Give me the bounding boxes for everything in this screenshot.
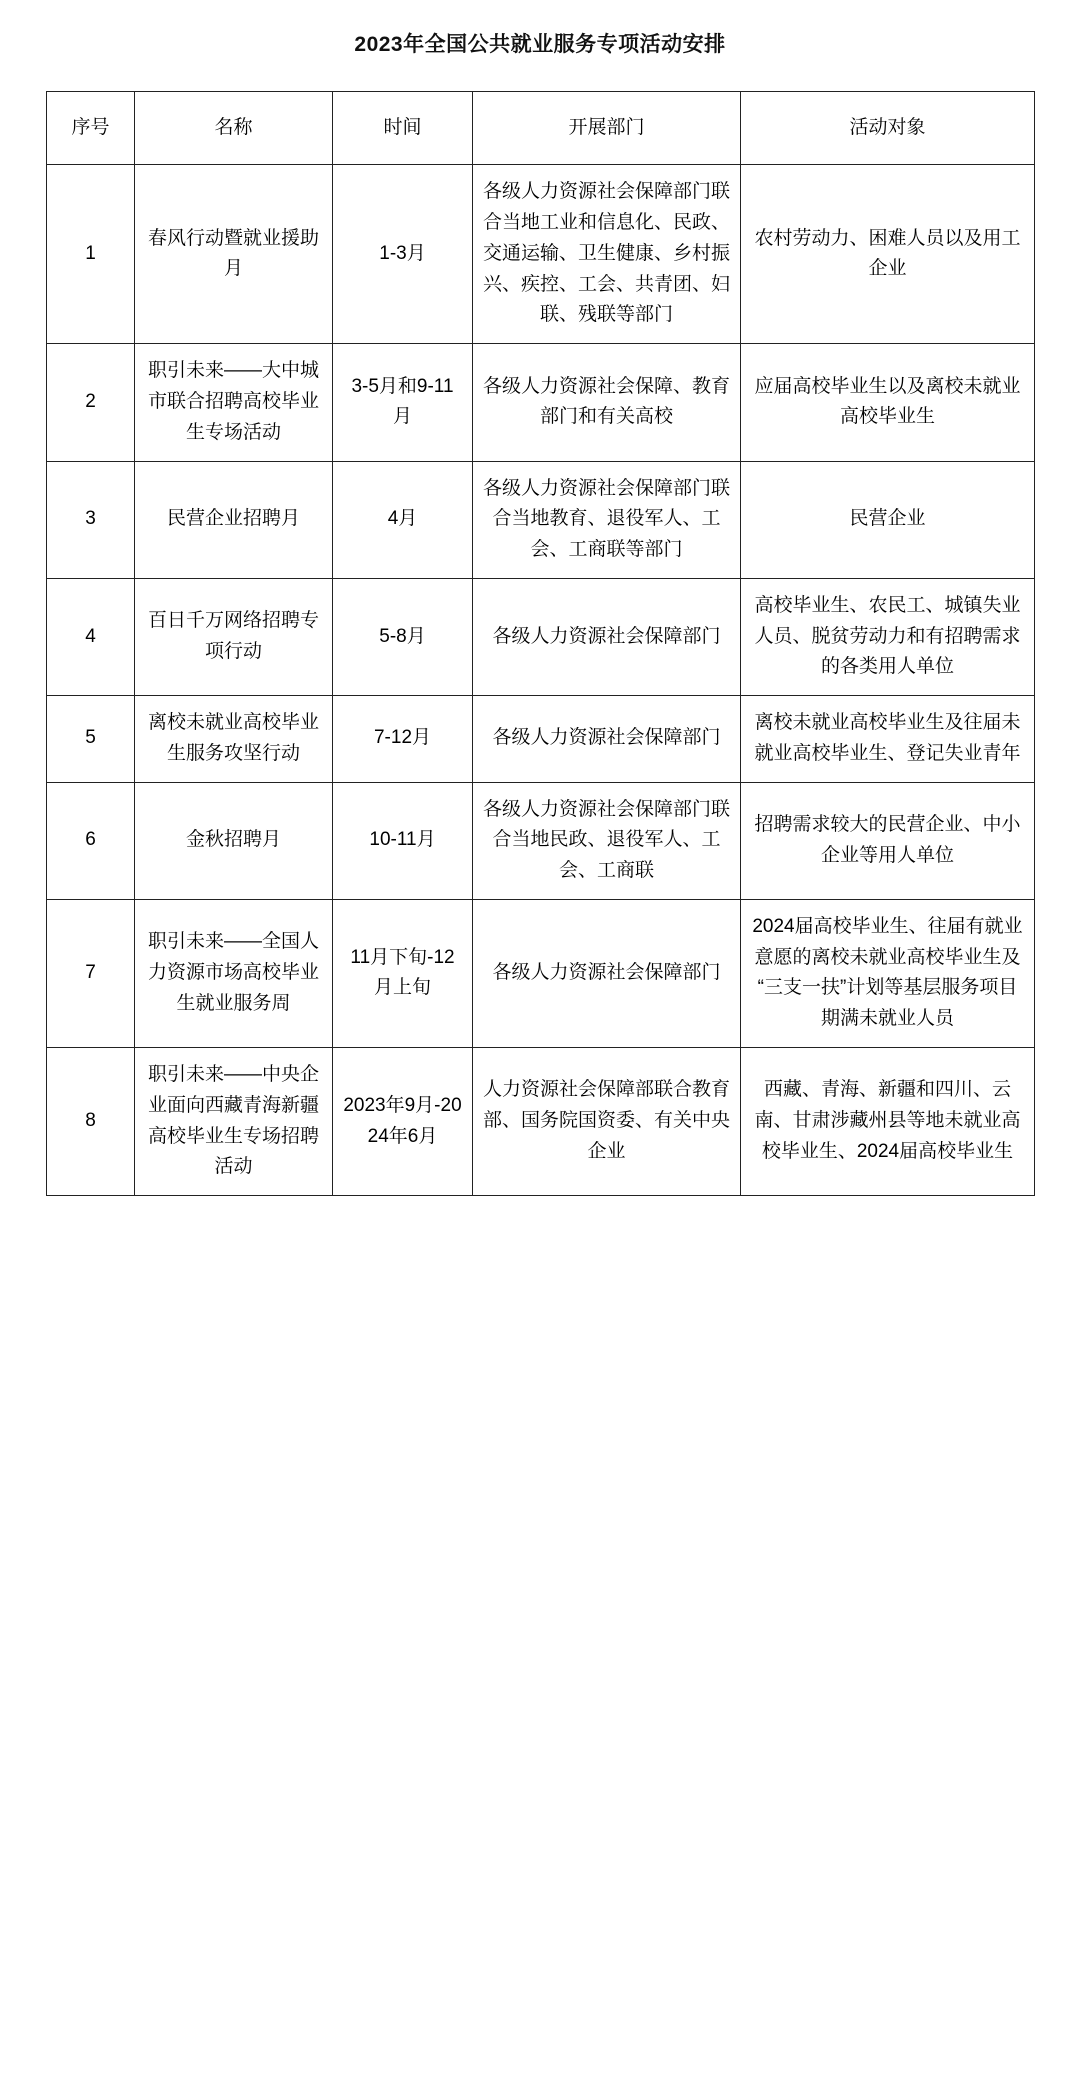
cell-target: 西藏、青海、新疆和四川、云南、甘肃涉藏州县等地未就业高校毕业生、2024届高校毕业生 (741, 1048, 1035, 1196)
cell-dept: 各级人力资源社会保障部门 (473, 578, 741, 695)
activity-schedule-table (46, 91, 1035, 1196)
cell-no: 6 (47, 782, 135, 899)
cell-dept: 各级人力资源社会保障、教育部门和有关高校 (473, 344, 741, 461)
cell-time: 11月下旬-12月上旬 (333, 899, 473, 1047)
cell-target: 民营企业 (741, 461, 1035, 578)
table-row (47, 696, 1035, 783)
cell-name: 离校未就业高校毕业生服务攻坚行动 (135, 696, 333, 783)
cell-name: 民营企业招聘月 (135, 461, 333, 578)
cell-time: 10-11月 (333, 782, 473, 899)
cell-no: 8 (47, 1048, 135, 1196)
cell-no: 2 (47, 344, 135, 461)
cell-target: 农村劳动力、困难人员以及用工企业 (741, 165, 1035, 344)
cell-time: 3-5月和9-11月 (333, 344, 473, 461)
cell-time: 2023年9月-2024年6月 (333, 1048, 473, 1196)
table-row (47, 1048, 1035, 1196)
cell-dept: 各级人力资源社会保障部门 (473, 696, 741, 783)
cell-no: 4 (47, 578, 135, 695)
cell-target: 应届高校毕业生以及离校未就业高校毕业生 (741, 344, 1035, 461)
cell-dept: 各级人力资源社会保障部门 (473, 899, 741, 1047)
cell-time: 4月 (333, 461, 473, 578)
cell-dept: 各级人力资源社会保障部门联合当地民政、退役军人、工会、工商联 (473, 782, 741, 899)
column-header-time: 时间 (333, 92, 473, 165)
table-row (47, 782, 1035, 899)
cell-target: 高校毕业生、农民工、城镇失业人员、脱贫劳动力和有招聘需求的各类用人单位 (741, 578, 1035, 695)
column-header-name: 名称 (135, 92, 333, 165)
cell-name: 职引未来——中央企业面向西藏青海新疆高校毕业生专场招聘活动 (135, 1048, 333, 1196)
cell-no: 7 (47, 899, 135, 1047)
table-row (47, 344, 1035, 461)
cell-name: 百日千万网络招聘专项行动 (135, 578, 333, 695)
table-row (47, 578, 1035, 695)
column-header-no: 序号 (47, 92, 135, 165)
table-row (47, 165, 1035, 344)
cell-name: 职引未来——大中城市联合招聘高校毕业生专场活动 (135, 344, 333, 461)
cell-dept: 各级人力资源社会保障部门联合当地工业和信息化、民政、交通运输、卫生健康、乡村振兴、疾控、工会、共青团、妇联、残联等部门 (473, 165, 741, 344)
table-container (0, 91, 1080, 1196)
cell-dept: 各级人力资源社会保障部门联合当地教育、退役军人、工会、工商联等部门 (473, 461, 741, 578)
cell-target: 2024届高校毕业生、往届有就业意愿的离校未就业高校毕业生及“三支一扶”计划等基层服务项目期满未就业人员 (741, 899, 1035, 1047)
cell-time: 1-3月 (333, 165, 473, 344)
cell-dept: 人力资源社会保障部联合教育部、国务院国资委、有关中央企业 (473, 1048, 741, 1196)
cell-no: 3 (47, 461, 135, 578)
cell-name: 职引未来——全国人力资源市场高校毕业生就业服务周 (135, 899, 333, 1047)
table-row (47, 899, 1035, 1047)
column-header-dept: 开展部门 (473, 92, 741, 165)
cell-target: 招聘需求较大的民营企业、中小企业等用人单位 (741, 782, 1035, 899)
cell-no: 1 (47, 165, 135, 344)
cell-no: 5 (47, 696, 135, 783)
table-row (47, 461, 1035, 578)
cell-time: 7-12月 (333, 696, 473, 783)
table-body (47, 165, 1035, 1196)
cell-name: 金秋招聘月 (135, 782, 333, 899)
cell-target: 离校未就业高校毕业生及往届未就业高校毕业生、登记失业青年 (741, 696, 1035, 783)
table-header (47, 92, 1035, 165)
page-title: 2023年全国公共就业服务专项活动安排 (354, 33, 726, 56)
column-header-target: 活动对象 (741, 92, 1035, 165)
table-header-row (47, 92, 1035, 165)
cell-name: 春风行动暨就业援助月 (135, 165, 333, 344)
cell-time: 5-8月 (333, 578, 473, 695)
